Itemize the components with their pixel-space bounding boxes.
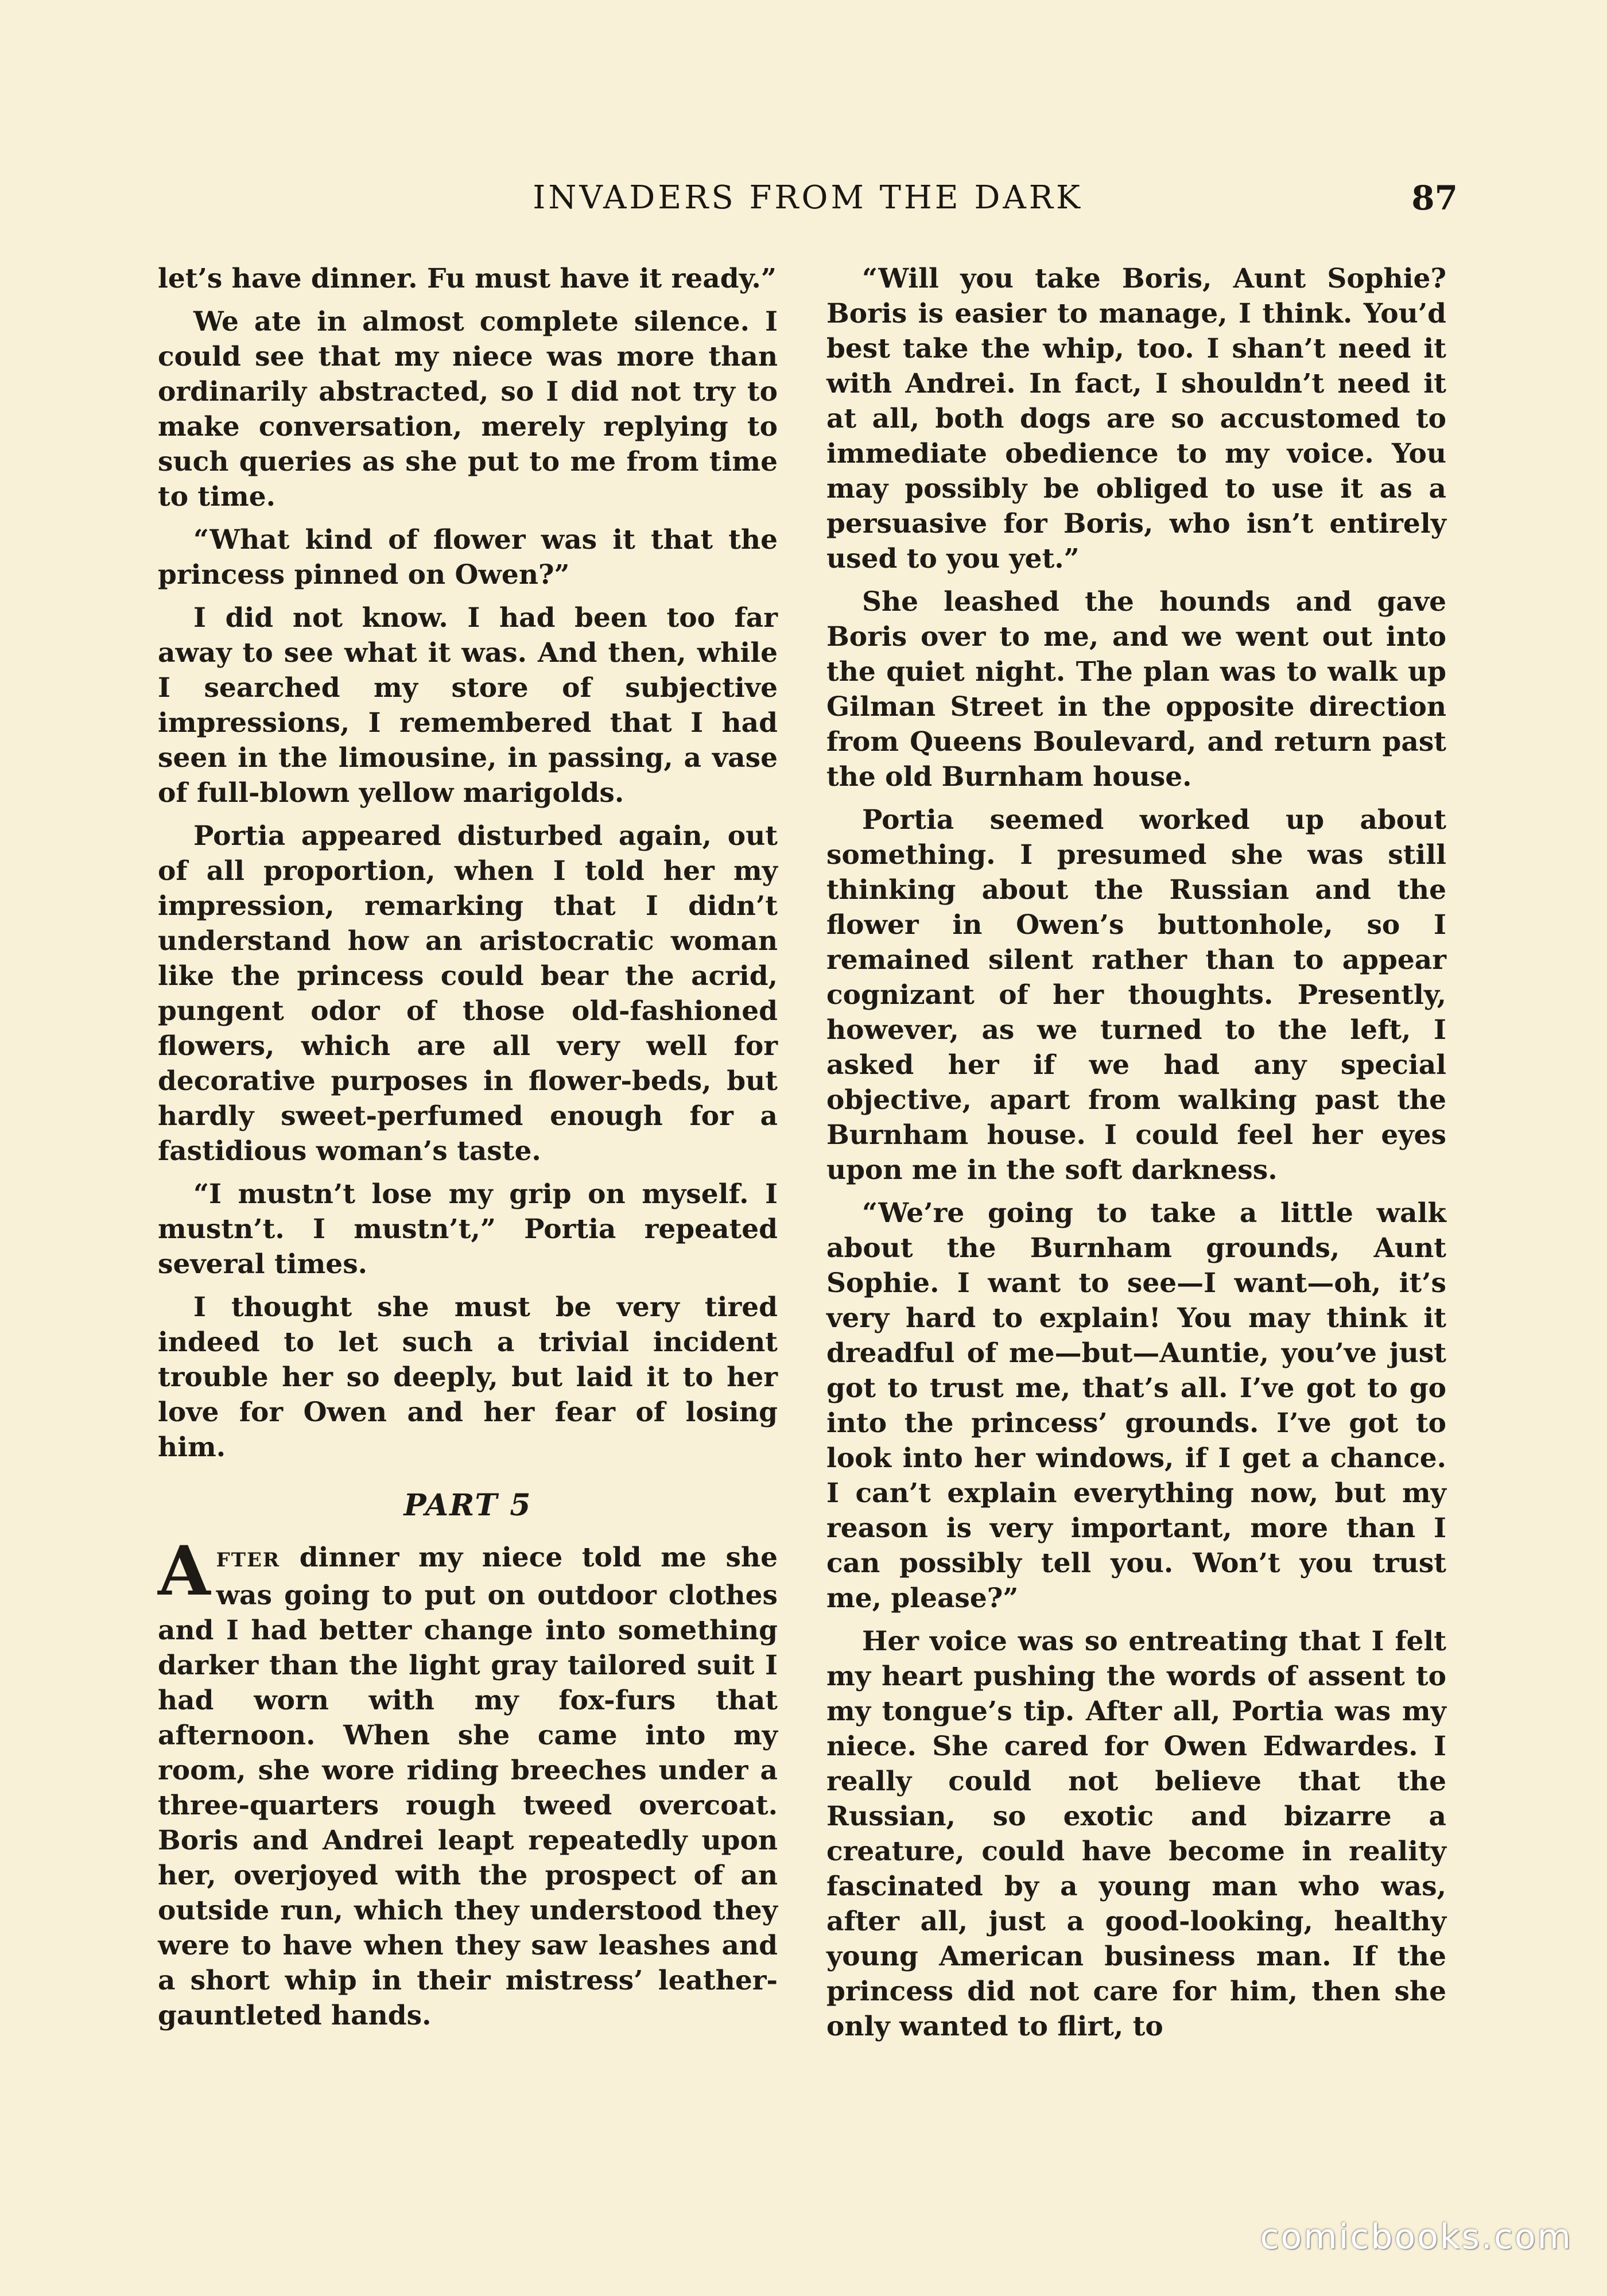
paragraph: “Will you take Boris, Aunt Sophie? Boris is easier to manage, I think. You’d best take the whip, too. I shan’t need it with Andrei. In fact, I shouldn’t need it at all, both dogs are so accustomed to immediate obedience to my voice. You may possibly be obliged to use it as a persuasive for Boris, who isn’t entirely used to you yet.” bbox=[826, 263, 1446, 575]
left-column bbox=[158, 261, 778, 2041]
page-number: 87 bbox=[1411, 179, 1458, 218]
dropcap-paragraph bbox=[158, 1531, 778, 2033]
paragraph: “We’re going to take a little walk about the Burnham grounds, Aunt Sophie. I want to see—I want—oh, it’s very hard to explain! You may think it dreadful of me—but—Auntie, you’ve just got to trust me, that’s all. I’ve got to go into the princess’ grounds. I’ve got to look into her windows, if I get a chance. I can’t explain everything now, but my reason is very important, more than I can possibly tell you. Won’t you trust me, please?” bbox=[826, 1197, 1446, 1614]
paragraph: “I mustn’t lose my grip on myself. I mustn’t. I mustn’t,” Portia repeated several times. bbox=[158, 1178, 778, 1280]
paragraph: “What kind of flower was it that the princess pinned on Owen?” bbox=[158, 524, 778, 591]
paragraph: Portia seemed worked up about something. I presumed she was still thinking about the Russian and the flower in Owen’s buttonhole, so I remained silent rather than to appear cognizant of her thoughts. Presently, however, as we turned to the left, I asked her if we had any special objective, apart from walking past the Burnham house. I could feel her eyes upon me in the soft darkness. bbox=[826, 804, 1446, 1186]
paragraph: We ate in almost complete silence. I could see that my niece was more than ordinarily abstracted, so I did not try to make conversation, merely replying to such queries as she put to me from time to time. bbox=[158, 306, 778, 513]
paragraph-text: dinner my niece told me she was going to put on outdoor clothes and I had better change into something darker than the light gray tailored suit I had worn with my fox-furs that afternoon. When she came into my room, she wore riding breeches under a three-quarters rough tweed overcoat. Boris and Andrei leapt repeatedly upon her, overjoyed with the prospect of an outside run, which they understood they were to have when they saw leashes and a short whip in their mistress’ leather-gauntleted hands. bbox=[158, 1542, 778, 2031]
part-heading: PART 5 bbox=[403, 1488, 532, 1523]
running-header bbox=[158, 172, 1458, 230]
watermark: comicbooks.com bbox=[1260, 2217, 1573, 2257]
right-column bbox=[826, 261, 1446, 2052]
paragraph: She leashed the hounds and gave Boris over to me, and we went out into the quiet night. The plan was to walk up Gilman Street in the opposite direction from Queens Boulevard, and return past the old Burnham house. bbox=[826, 586, 1446, 793]
paragraph: I did not know. I had been too far away to see what it was. And then, while I searched my store of subjective impressions, I remembered that I had seen in the limousine, in passing, a vase of full-blown yellow marigolds. bbox=[158, 602, 778, 809]
paragraph: Portia appeared disturbed again, out of all proportion, when I told her my impression, remarking that I didn’t understand how an aristocratic woman like the princess could bear the acrid, pungent odor of those old-fashioned flowers, which are all very well for decorative purposes in flower-beds, but hardly sweet-perfumed enough for a fastidious woman’s taste. bbox=[158, 820, 778, 1167]
paragraph: Her voice was so entreating that I felt my heart pushing the words of assent to my tongue’s tip. After all, Portia was my niece. She cared for Owen Edwardes. I really could not believe that the Russian, so exotic and bizarre a creature, could have become in reality fascinated by a young man who was, after all, just a good-looking, healthy young American business man. If the princess did not care for him, then she only wanted to flirt, to bbox=[826, 1626, 1446, 2042]
paragraph: I thought she must be very tired indeed to let such a trivial incident trouble her so deeply, but laid it to her love for Owen and her fear of losing him. bbox=[158, 1292, 778, 1463]
running-title: INVADERS FROM THE DARK bbox=[533, 179, 1083, 216]
drop-cap: A bbox=[158, 1531, 211, 1611]
small-caps-lead: FTER bbox=[216, 1549, 281, 1572]
paragraph: let’s have dinner. Fu must have it ready.” bbox=[158, 263, 777, 294]
